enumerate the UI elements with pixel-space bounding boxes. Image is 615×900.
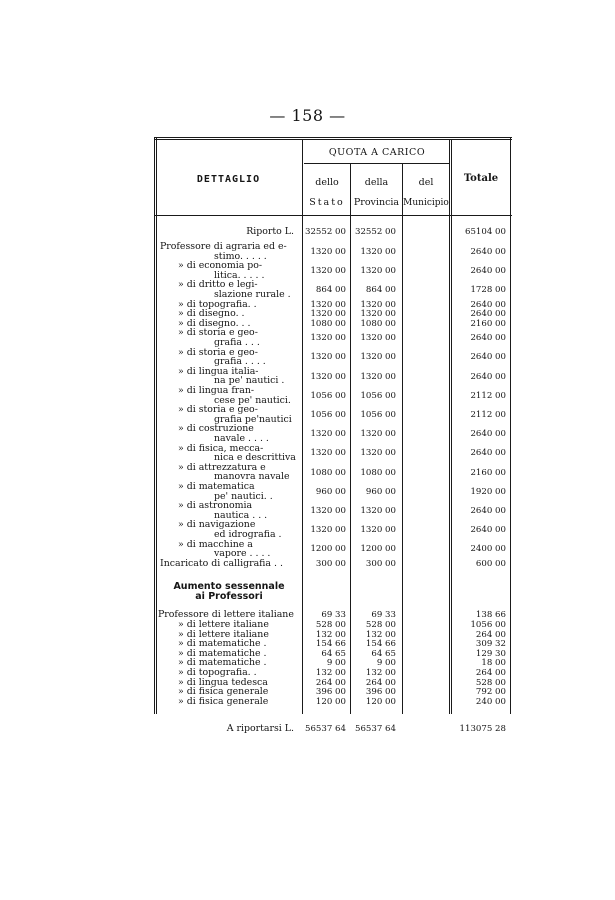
detail-line: » di storia e geo- [178,327,258,339]
row5-provincia: 1080 00 [360,318,396,329]
row10-provincia: 1056 00 [360,410,396,420]
riporto-label: Riporto L. [246,226,294,237]
aumento5-stato: 9 00 [326,658,346,669]
aumento9-stato: 120 00 [315,696,346,707]
detail-line: » di dritto e legi- [178,279,258,291]
riportarsi-label: A riportarsi L. [226,723,294,735]
row8-stato: 1320 00 [310,371,346,382]
row6-totale: 2640 00 [470,333,506,344]
detail-line: » di disegno. . . [178,317,251,329]
aumento0-stato: 69 33 [321,610,346,621]
row0-provincia: 1320 00 [360,246,396,257]
detail-line: grafia . . . [214,337,260,348]
header-bottom-rule [154,215,512,216]
aumento3-stato: 154 66 [315,639,346,650]
row13-provincia: 1080 00 [360,467,396,478]
detail-line: » di fisica, mecca- [178,442,264,454]
aumento3-totale: 309 32 [475,639,506,650]
header-provincia-1: della [364,177,389,188]
row14-stato: 960 00 [315,486,346,497]
table-top-rule-inner [154,139,512,140]
row10-stato: 1056 00 [310,410,346,420]
row15-stato: 1320 00 [310,506,346,516]
row8-provincia: 1320 00 [360,371,396,382]
aumento1-provincia: 528 00 [365,620,396,630]
table-left-rule [154,137,155,714]
row12-provincia: 1320 00 [360,448,396,459]
aumento0-totale: 138 66 [475,610,506,621]
aumento3-provincia: 154 66 [365,639,396,650]
row0-stato: 1320 00 [310,246,346,257]
row3-stato: 1320 00 [310,299,346,310]
detail-line: » di lettere italiane [178,619,269,630]
riporto-stato: 32552 00 [304,227,346,237]
row2-stato: 864 00 [315,285,346,296]
row13-stato: 1080 00 [310,467,346,478]
aumento1-stato: 528 00 [315,620,346,630]
detail-line: » di topografia. . [178,667,257,678]
row11-totale: 2640 00 [470,429,506,440]
row6-provincia: 1320 00 [360,333,396,344]
col-rule-stato [350,163,351,714]
section-title: Aumento sessennale [173,581,285,593]
row0-totale: 2640 00 [470,246,506,257]
aumento5-provincia: 9 00 [376,658,396,669]
page-number: — 158 — [269,106,346,125]
riporto-totale: 65104 00 [464,227,506,237]
aumento1-totale: 1056 00 [470,620,506,630]
row11-stato: 1320 00 [310,429,346,440]
riporto-provincia: 32552 00 [354,227,396,237]
header-quota-a-carico: QUOTA A CARICO [328,147,426,158]
detail-line: Professore di lettere italiane [158,609,294,621]
row14-totale: 1920 00 [470,486,506,497]
row2-provincia: 864 00 [365,285,396,296]
row15-provincia: 1320 00 [360,506,396,516]
detail-line: » di lettere italiane [178,628,269,640]
detail-line: Professore di agraria ed e- [160,241,287,252]
row9-provincia: 1056 00 [360,390,396,401]
table-top-rule [154,137,512,138]
detail-line: slazione rurale . [214,289,291,300]
detail-line: vapore . . . . [214,548,271,560]
row6-stato: 1320 00 [310,333,346,344]
row18-totale: 600 00 [475,558,506,569]
detail-line: » di navigazione [178,519,256,531]
aumento4-stato: 64 65 [321,648,346,659]
aumento7-totale: 528 00 [475,677,506,688]
aumento0-provincia: 69 33 [371,610,396,621]
row12-totale: 2640 00 [470,448,506,459]
row15-totale: 2640 00 [470,506,506,516]
row3-totale: 2640 00 [470,299,506,310]
aumento4-provincia: 64 65 [371,648,396,659]
detail-line: ed idrografia . [214,529,282,540]
aumento6-totale: 264 00 [475,668,506,678]
header-stato-2: Stato [309,197,345,208]
detail-line: » di attrezzatura e [178,461,266,473]
detail-line: » di lingua tedesca [178,676,268,688]
detail-line: » di matematiche . [178,657,267,669]
detail-line: » di macchine a [178,538,253,550]
row16-totale: 2640 00 [470,525,506,536]
row18-stato: 300 00 [315,558,346,569]
aumento9-totale: 240 00 [475,696,506,707]
table-left-rule-inner [156,137,157,714]
aumento2-provincia: 132 00 [365,629,396,640]
header-municipio-2: Municipio [403,198,449,208]
row4-totale: 2640 00 [470,309,506,320]
table-right-rule [510,137,511,714]
detail-line: » di matematiche . [178,647,267,659]
col-rule-provincia [402,163,403,714]
aumento6-provincia: 132 00 [365,668,396,678]
row18-provincia: 300 00 [365,558,396,569]
detail-line: » di disegno. . [178,308,245,320]
row7-provincia: 1320 00 [360,352,396,363]
aumento8-provincia: 396 00 [365,687,396,698]
header-municipio-1: del [418,177,434,188]
col-rule-detail [302,139,303,714]
detail-line: nautica . . . [214,509,268,521]
row9-totale: 2112 00 [470,390,506,401]
row17-provincia: 1200 00 [360,544,396,555]
detail-line: Incaricato di calligrafia . . [160,557,283,569]
aumento7-stato: 264 00 [315,677,346,688]
detail-line: litica. . . . . [214,269,265,281]
row7-stato: 1320 00 [310,352,346,363]
aumento8-stato: 396 00 [315,687,346,698]
detail-line: » di fisica generale [178,686,269,698]
aumento4-totale: 129 30 [475,648,506,659]
row7-totale: 2640 00 [470,352,506,363]
row4-stato: 1320 00 [310,309,346,320]
col-rule-municipio [449,139,450,714]
detail-line: » di topografia. . [178,298,257,310]
aumento8-totale: 792 00 [475,687,506,698]
row10-totale: 2112 00 [470,410,506,420]
row11-provincia: 1320 00 [360,429,396,440]
riportarsi-stato: 56537 64 [304,724,346,735]
aumento2-stato: 132 00 [315,629,346,640]
aumento7-provincia: 264 00 [365,677,396,688]
riportarsi-provincia: 56537 64 [354,724,396,735]
section-title: ai Professori [195,591,263,603]
row9-stato: 1056 00 [310,390,346,401]
detail-line: » di storia e geo- [178,404,258,416]
aumento5-totale: 18 00 [481,658,506,669]
row5-totale: 2160 00 [470,318,506,329]
detail-line: » di lingua italia- [178,365,259,377]
detail-line: » di matematica [178,481,255,492]
detail-line: » di costruzione [178,423,254,435]
header-dettaglio: DETTAGLIO [196,174,261,185]
row1-stato: 1320 00 [310,266,346,276]
row3-provincia: 1320 00 [360,299,396,310]
row16-provincia: 1320 00 [360,525,396,536]
detail-line: na pe' nautici . [214,375,285,387]
detail-line: grafia pe'nautici [214,413,292,425]
header-provincia-2: Provincia [353,197,400,208]
quota-divider-rule [304,163,450,164]
row12-stato: 1320 00 [310,448,346,459]
aumento6-stato: 132 00 [315,668,346,678]
detail-line: » di matematiche . [178,638,267,650]
detail-line: » di storia e geo- [178,346,258,358]
row14-provincia: 960 00 [365,486,396,497]
detail-line: » di astronomia [178,500,253,512]
detail-line: navale . . . . [214,433,269,444]
row13-totale: 2160 00 [470,467,506,478]
detail-line: stimo. . . . . [214,250,267,262]
row17-stato: 1200 00 [310,544,346,555]
detail-line: grafia . . . . [214,356,266,368]
row16-stato: 1320 00 [310,525,346,536]
detail-line: manovra navale [214,471,290,483]
detail-line: nica e descrittiva [214,452,296,464]
detail-line: cese pe' nautici. [214,394,291,406]
row17-totale: 2400 00 [470,544,506,555]
header-stato-1: dello [315,177,339,188]
row4-provincia: 1320 00 [360,309,396,320]
detail-line: » di fisica generale [178,695,269,707]
header-totale: Totale [463,173,499,184]
detail-line: » di economia po- [178,260,263,272]
row1-provincia: 1320 00 [360,266,396,276]
aumento2-totale: 264 00 [475,629,506,640]
row8-totale: 2640 00 [470,371,506,382]
row2-totale: 1728 00 [470,285,506,296]
aumento9-provincia: 120 00 [365,696,396,707]
col-rule-municipio-inner [451,139,452,714]
row1-totale: 2640 00 [470,266,506,276]
detail-line: » di lingua fran- [178,385,255,396]
riportarsi-totale: 113075 28 [459,724,506,735]
detail-line: pe' nautici. . [214,490,273,502]
row5-stato: 1080 00 [310,318,346,329]
